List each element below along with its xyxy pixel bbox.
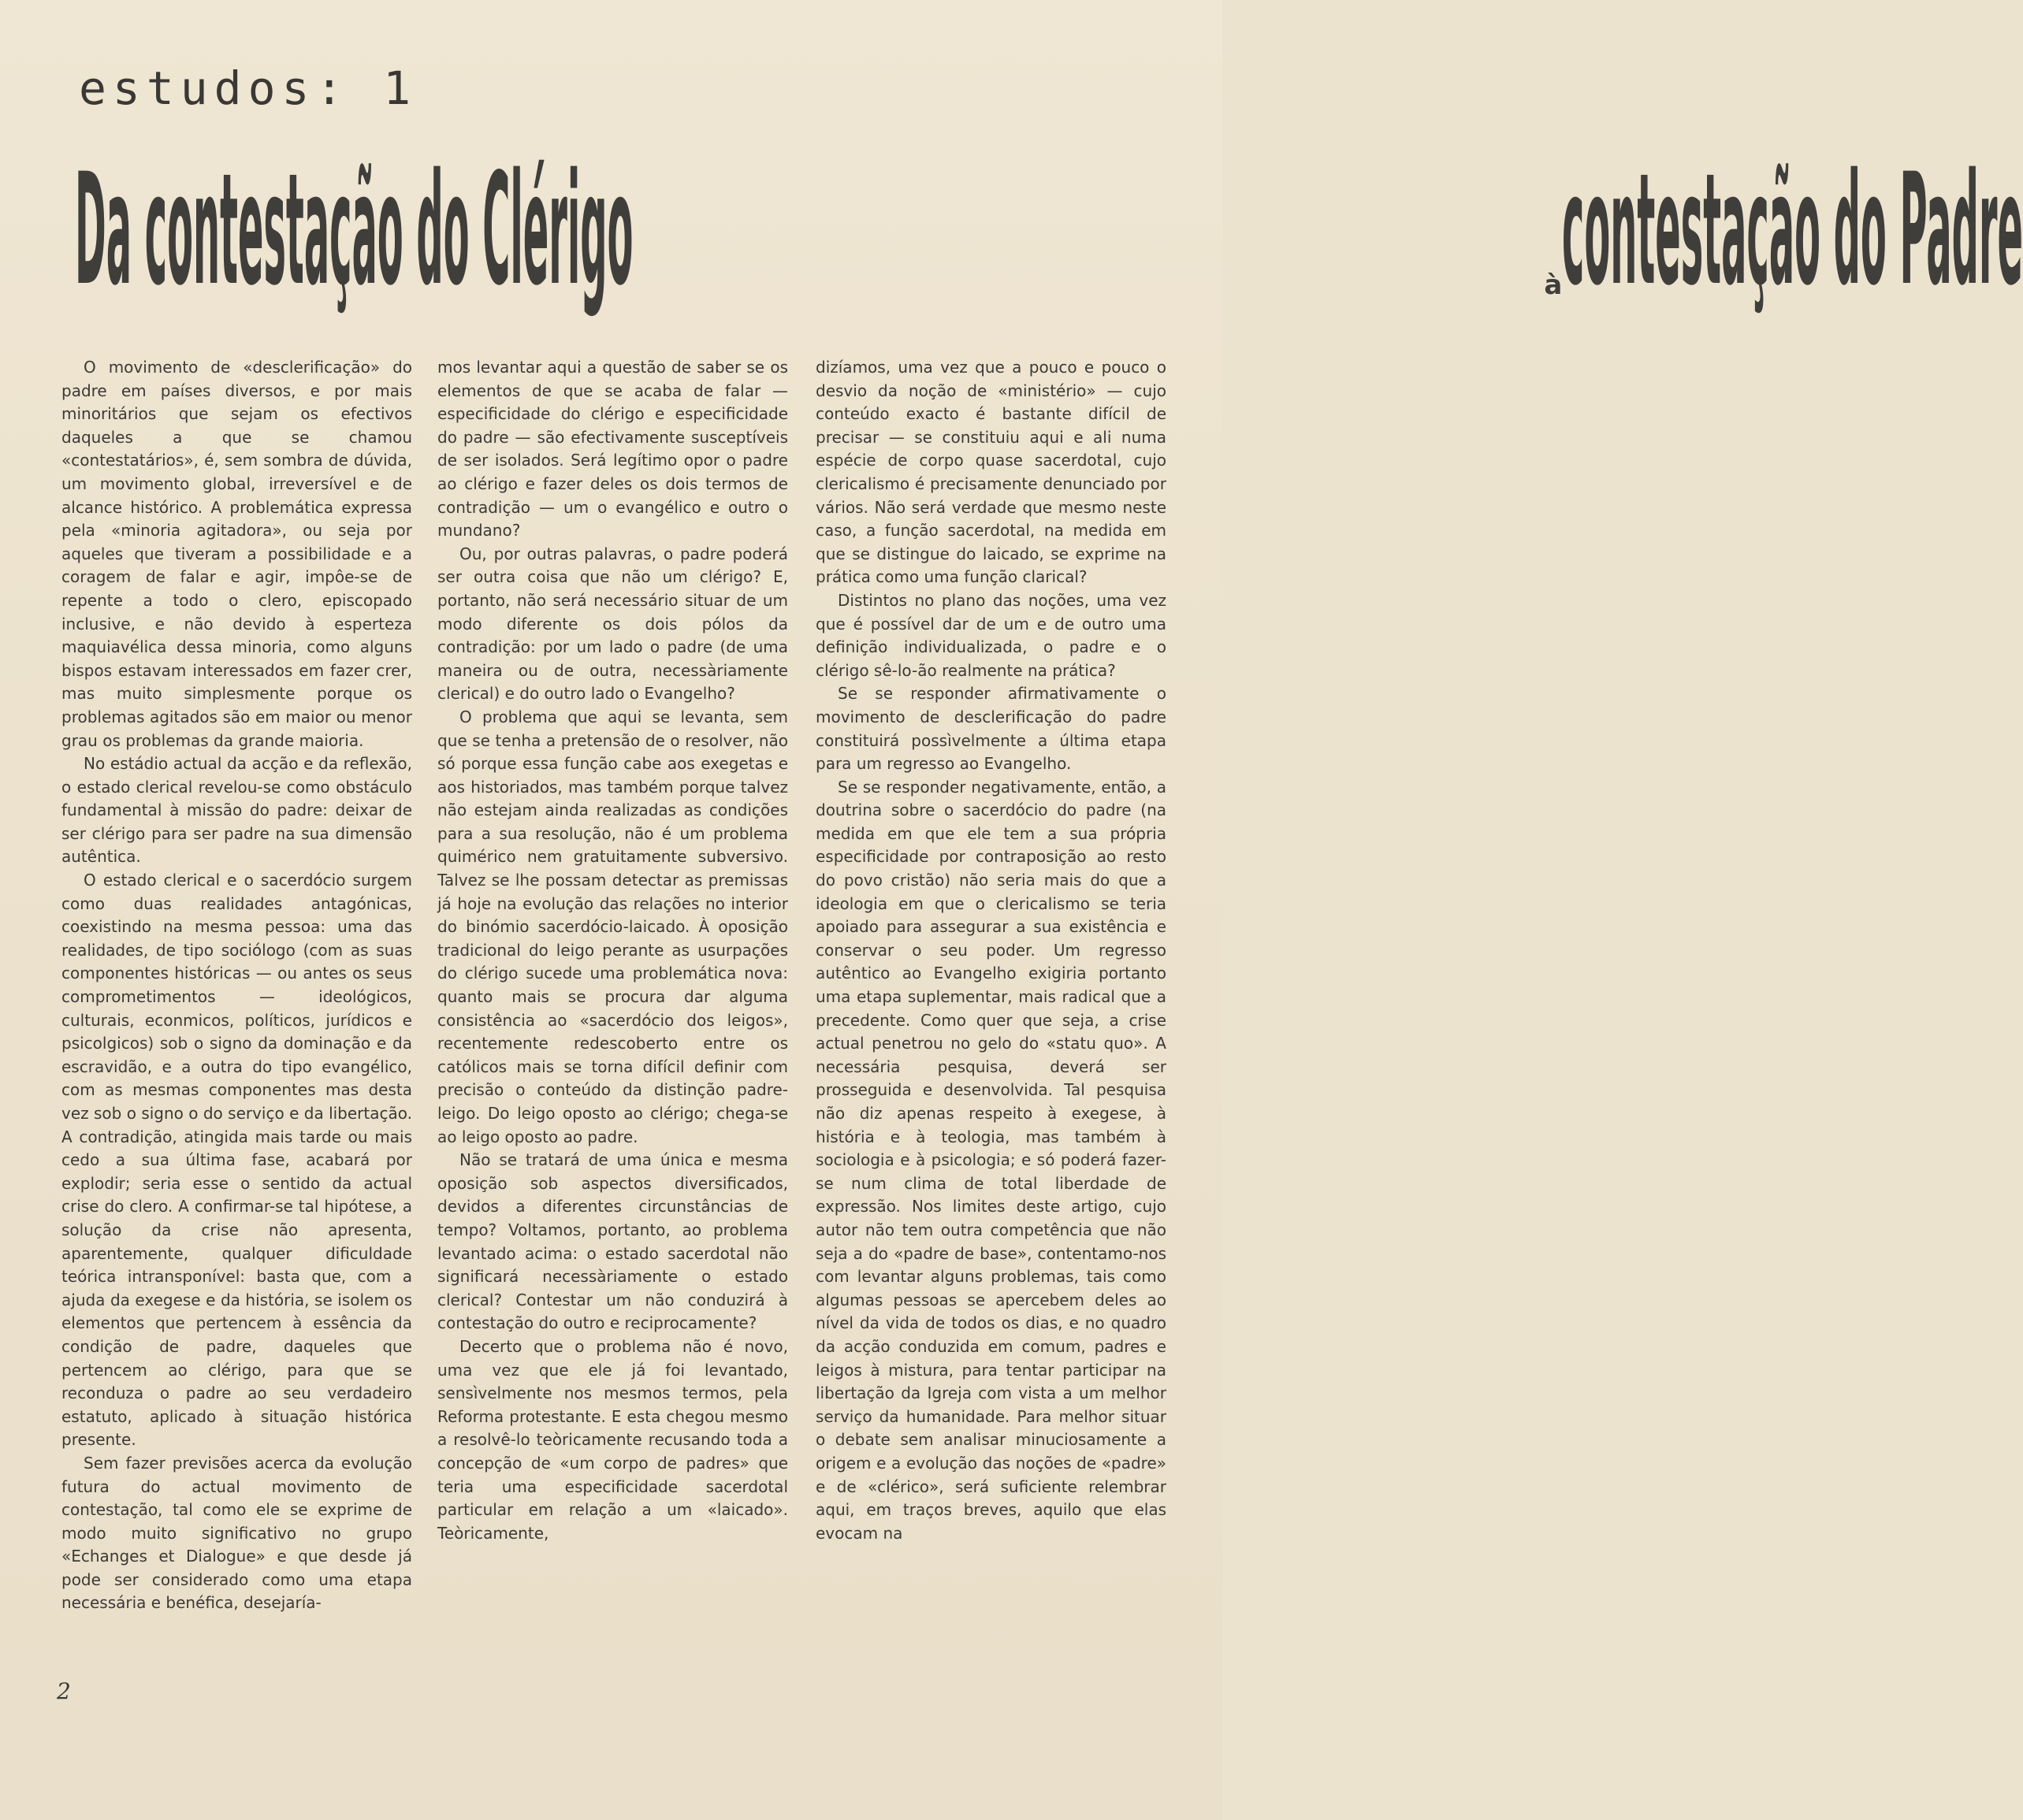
paragraph: O problema que aqui se levanta, sem que se tenha a pretensão de o resolver, não só porque essa função cabe aos exegetas e aos historiados, mas também porque talvez não estejam ainda realizadas as condições para a sua resolução, não é um problema quimérico nem gratuitamente subversivo. Talvez se lhe possam detectar as premissas já hoje na evolução das relações no interior do binómio sacerdócio-laicado. À oposição tradicional do leigo perante as usurpações do clérigo sucede uma problemática nova: quanto mais se procura dar alguma consistência ao «sacerdócio dos leigos», recentemente redescoberto entre os católicos mais se torna difícil definir com precisão o conteúdo da distinção padre-leigo. Do leigo oposto ao clérigo; chega-se ao leigo oposto ao padre. bbox=[437, 707, 788, 1146]
paragraph: Ou, por outras palavras, o padre poderá ser outra coisa que não um clérigo? E, portanto, não será necessário situar de um modo diferente os dois pólos da contradição: por um lado o padre (de uma maneira ou de outra, necessàriamente clerical) e do outro lado o Evangelho? bbox=[437, 544, 788, 704]
title-part-2: contestação do Padre bbox=[1562, 139, 2023, 320]
paragraph: Se se responder afirmativamente o movimento de desclerificação do padre constituirá possìvelmente a última etapa para um regresso ao Evangelho. bbox=[816, 684, 1166, 774]
paragraph: O estado clerical e o sacerdócio surgem como duas realidades antagónicas, coexistindo na mesma pessoa: uma das realidades, de tipo sociólogo (com as suas componentes históricas — ou antes os seus comprometimentos — ideológicos, culturais, econmicos, políticos, jurídicos e psicolgicos) sob o signo da dominação e da escravidão, e a outra do tipo evangélico, com as mesmas componentes mas desta vez sob o signo o do serviço e da libertação. A contradição, atingida mais tarde ou mais cedo a sua última fase, acabará por explodir; seria esse o sentido da actual crise do clero. A confirmar-se tal hipótese, a solução da crise não apresenta, aparentemente, qualquer dificuldade teórica intransponível: basta que, com a ajuda da exegese e da história, se isolem os elementos que pertencem à essência da condição de padre, daqueles que pertencem ao clérigo, para que se reconduza o padre ao seu verdadeiro estatuto, aplicado à situação histórica presente. bbox=[61, 871, 412, 1450]
title-part-1: Da contestação do Clérigo bbox=[75, 139, 634, 320]
paragraph: Sem fazer previsões acerca da evolução futura do actual movimento de contestação, tal como ele se exprime de modo muito significativo no grupo «Echanges et Dialogue» e que desde já pode ser considerado como uma etapa necessária e benéfica, desejaría- bbox=[61, 1453, 412, 1613]
article-title bbox=[75, 139, 2023, 320]
paragraph: Não se tratará de uma única e mesma oposição sob aspectos diversificados, devidos a diferentes circunstâncias de tempo? Voltamos, portanto, ao problema levantado acima: o estado sacerdotal não significará necessàriamente o estado clerical? Contestar um não conduzirá à contestação do outro e reciprocamente? bbox=[437, 1150, 788, 1333]
paragraph: Se se responder negativamente, então, a doutrina sobre o sacerdócio do padre (na medida em que ele tem a sua própria especificidade por contraposição ao resto do povo cristão) não seria mais do que a ideologia em que o clericalismo se teria apoiado para assegurar a sua existência e conservar o seu poder. Um regresso autêntico ao Evangelho exigiria portanto uma etapa suplementar, mais radical que a precedente. Como quer que seja, a crise actual penetrou no gelo do «statu quo». A necessária pesquisa, deverá ser prosseguida e desenvolvida. Tal pesquisa não diz apenas respeito à exegese, à história e à teologia, mas também à sociologia e à psicologia; e só poderá fazer-se num clima de total liberdade de expressão. Nos limites deste artigo, cujo autor não tem outra competência que não seja a do «padre de base», contentamo-nos com levantar alguns problemas, tais como algumas pessoas se apercebem deles ao nível da vida de todos os dias, e no quadro da acção conduzida em comum, padres e leigos à mistura, para tentar participar na libertação da Igreja com vista a um melhor serviço da humanidade. Para melhor situar o debate sem analisar minuciosamente a origem e a evolução das noções de «padre» e de «clérico», será suficiente relembrar aqui, em traços breves, aquilo que elas evocam na bbox=[816, 777, 1166, 1543]
text-column-3 bbox=[816, 356, 1166, 1545]
page-number: 2 bbox=[57, 1678, 71, 1704]
paragraph: Distintos no plano das noções, uma vez que é possível dar de um e de outro uma definição individualizada, o padre e o clérigo sê-lo-ão realmente na prática? bbox=[816, 590, 1166, 680]
paragraph: No estádio actual da acção e da reflexão, o estado clerical revelou-se como obstáculo fundamental à missão do padre: deixar de ser clérigo para ser padre na sua dimensão autêntica. bbox=[61, 754, 412, 867]
paragraph-continued: mos levantar aqui a questão de saber se os elementos de que se acaba de falar — especificidade do clérigo e especificidade do padre — são efectivamente susceptíveis de ser isolados. Será legítimo opor o padre ao clérigo e fazer deles os dois termos de contradição — um o evangélico e outro o mundano? bbox=[437, 358, 788, 540]
paragraph-continued: dizíamos, uma vez que a pouco e pouco o desvio da noção de «ministério» — cujo conteúdo exacto é bastante difícil de precisar — se constituiu aqui e ali numa espécie de corpo quase sacerdotal, cujo clericalismo é precisamente denunciado por vários. Não será verdade que mesmo neste caso, a função sacerdotal, na medida em que se distingue do laicado, se exprime na prática como uma função clarical? bbox=[816, 358, 1166, 587]
text-column-2 bbox=[437, 356, 788, 1545]
paragraph: Decerto que o problema não é novo, uma vez que ele já foi levantado, sensìvelmente nos mesmos termos, pela Reforma protestante. E esta chegou mesmo a resolvê-lo teòricamente recusando toda a concepção de «um corpo de padres» que teria uma especificidade sacerdotal particular em relação a um «laicado». Teòricamente, bbox=[437, 1336, 788, 1543]
paragraph: O movimento de «desclerificação» do padre em países diversos, e por mais minoritários que sejam os efectivos daqueles a que se chamou «contestatários», é, sem sombra de dúvida, um movimento global, irreversível e de alcance histórico. A problemática expressa pela «minoria agitadora», ou seja por aqueles que tiveram a possibilidade e a coragem de falar e agir, impôe-se de repente a todo o clero, episcopado inclusive, e não devido à esperteza maquiavélica dessa minoria, como alguns bispos estavam interessados em fazer crer, mas muito simplesmente porque os problemas agitados são em maior ou menor grau os problemas da grande maioria. bbox=[61, 358, 412, 750]
text-column-1 bbox=[61, 356, 412, 1615]
section-label: estudos: 1 bbox=[79, 61, 418, 115]
title-connector: à bbox=[1544, 269, 1563, 301]
